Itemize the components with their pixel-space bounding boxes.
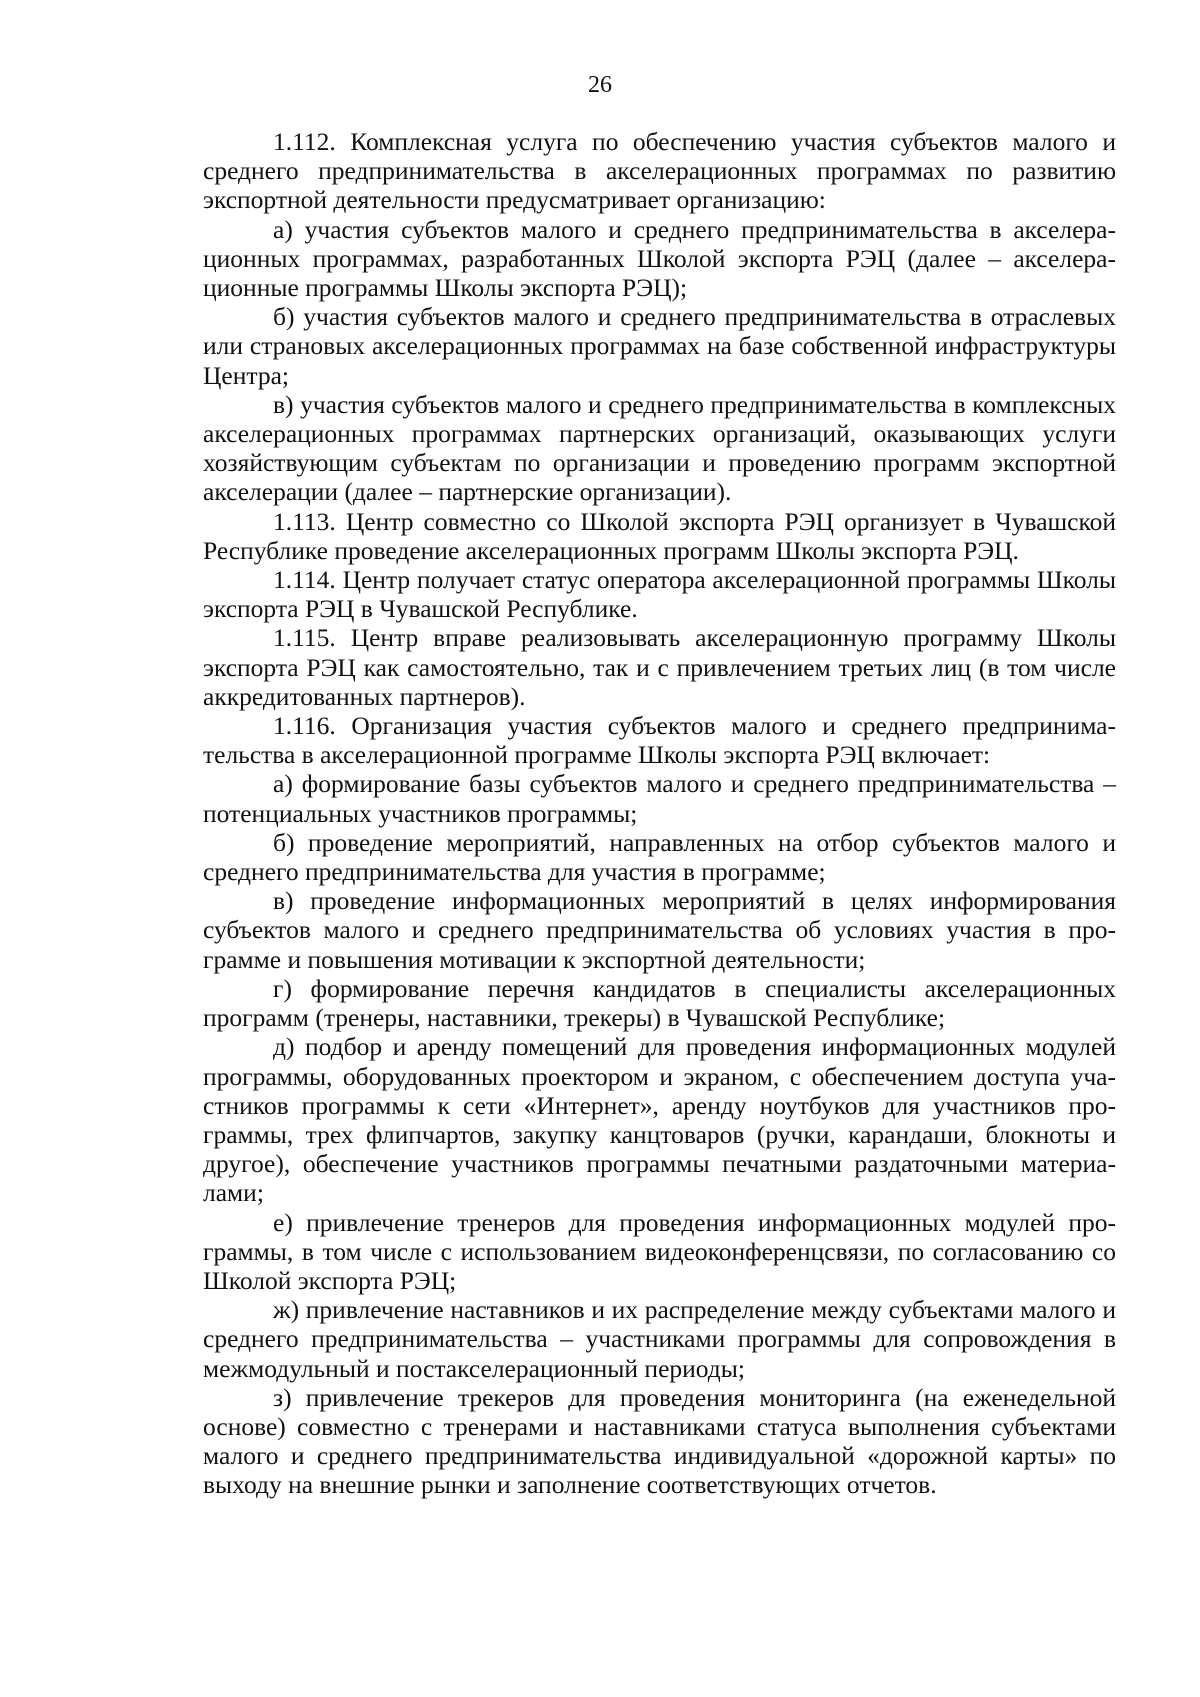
paragraph-1-116-v: в) проведение информационных мероприятий в целях информирования субъектов малого и среднего предпринимательства об условиях участия в программе и повышения мотивации к экспортной деятельности; [203,886,1116,974]
paragraph-1-116-g: г) формирование перечня кандидатов в специалисты акселерационных программ (тренеры, наставники, трекеры) в Чувашской Республике; [203,973,1116,1033]
paragraph-1-112-a: а) участия субъектов малого и среднего предпринимательства в акселерационных программах, разработанных Школой экспорта РЭЦ (далее – акселерационные программы Школы экспорта РЭЦ); [203,214,1116,303]
paragraph-1-116-d: д) подбор и аренду помещений для проведения информационных модулей программы, оборудованных проектором и экраном, с обеспечением доступа участников программы к сети «Интернет», аренду ноутбуков для участников программы, трех флипчартов, закупку канцтоваров (ручки, карандаши, блокноты и другое), обеспечение участников программы печатными раздаточными материалами; [203,1032,1116,1208]
paragraph-1-116-b: б) проведение мероприятий, направленных на отбор субъектов малого и среднего предпринимательства для участия в программе; [203,827,1116,887]
paragraph-1-116-zh: ж) привлечение наставников и их распределение между субъектами малого и среднего предпринимательства – участниками программы для сопровождения в межмодульный и постакселерационный периоды; [203,1295,1116,1383]
paragraph-1-116-z: з) привлечение трекеров для проведения мониторинга (на еженедельной основе) совместно с тренерами и наставниками статуса выполнения субъектами малого и среднего предпринимательства индивидуальной «дорожной карты» по выходу на внешние рынки и заполнение соответствующих отчетов. [203,1382,1116,1500]
paragraph-1-114: 1.114. Центр получает статус оператора акселерационной программы Школы экспорта РЭЦ в Чувашской Республике. [203,565,1116,624]
document-body [203,127,1116,1500]
paragraph-1-112: 1.112. Комплексная услуга по обеспечению участия субъектов малого и среднего предпринимательства в акселерационных программах по развитию экспортной деятельности предусматривает организацию: [203,127,1116,215]
paragraph-1-115: 1.115. Центр вправе реализовывать акселерационную программу Школы экспорта РЭЦ как самостоятельно, так и с привлечением третьих лиц (в том числе аккредитованных партнеров). [203,623,1116,711]
page-number: 26 [588,72,612,98]
paragraph-1-113: 1.113. Центр совместно со Школой экспорта РЭЦ организует в Чувашской Республике проведение акселерационных программ Школы экспорта РЭЦ. [203,506,1116,565]
paragraph-1-116: 1.116. Организация участия субъектов малого и среднего предпринимательства в акселерационной программе Школы экспорта РЭЦ включает: [203,711,1116,770]
paragraph-1-116-e: е) привлечение тренеров для проведения информационных модулей программы, в том числе с использованием видеоконференцсвязи, по согласованию со Школой экспорта РЭЦ; [203,1207,1116,1295]
paragraph-1-112-v: в) участия субъектов малого и среднего предпринимательства в комплексных акселерационных программах партнерских организаций, оказывающих услуги хозяйствующим субъектам по организации и проведению программ экспортной акселерации (далее – партнерские организации). [203,389,1116,507]
paragraph-1-112-b: б) участия субъектов малого и среднего предпринимательства в отраслевых или страновых акселерационных программах на базе собственной инфраструктуры Центра; [203,302,1116,390]
paragraph-1-116-a: а) формирование базы субъектов малого и среднего предпринимательства – потенциальных участников программы; [203,769,1116,828]
